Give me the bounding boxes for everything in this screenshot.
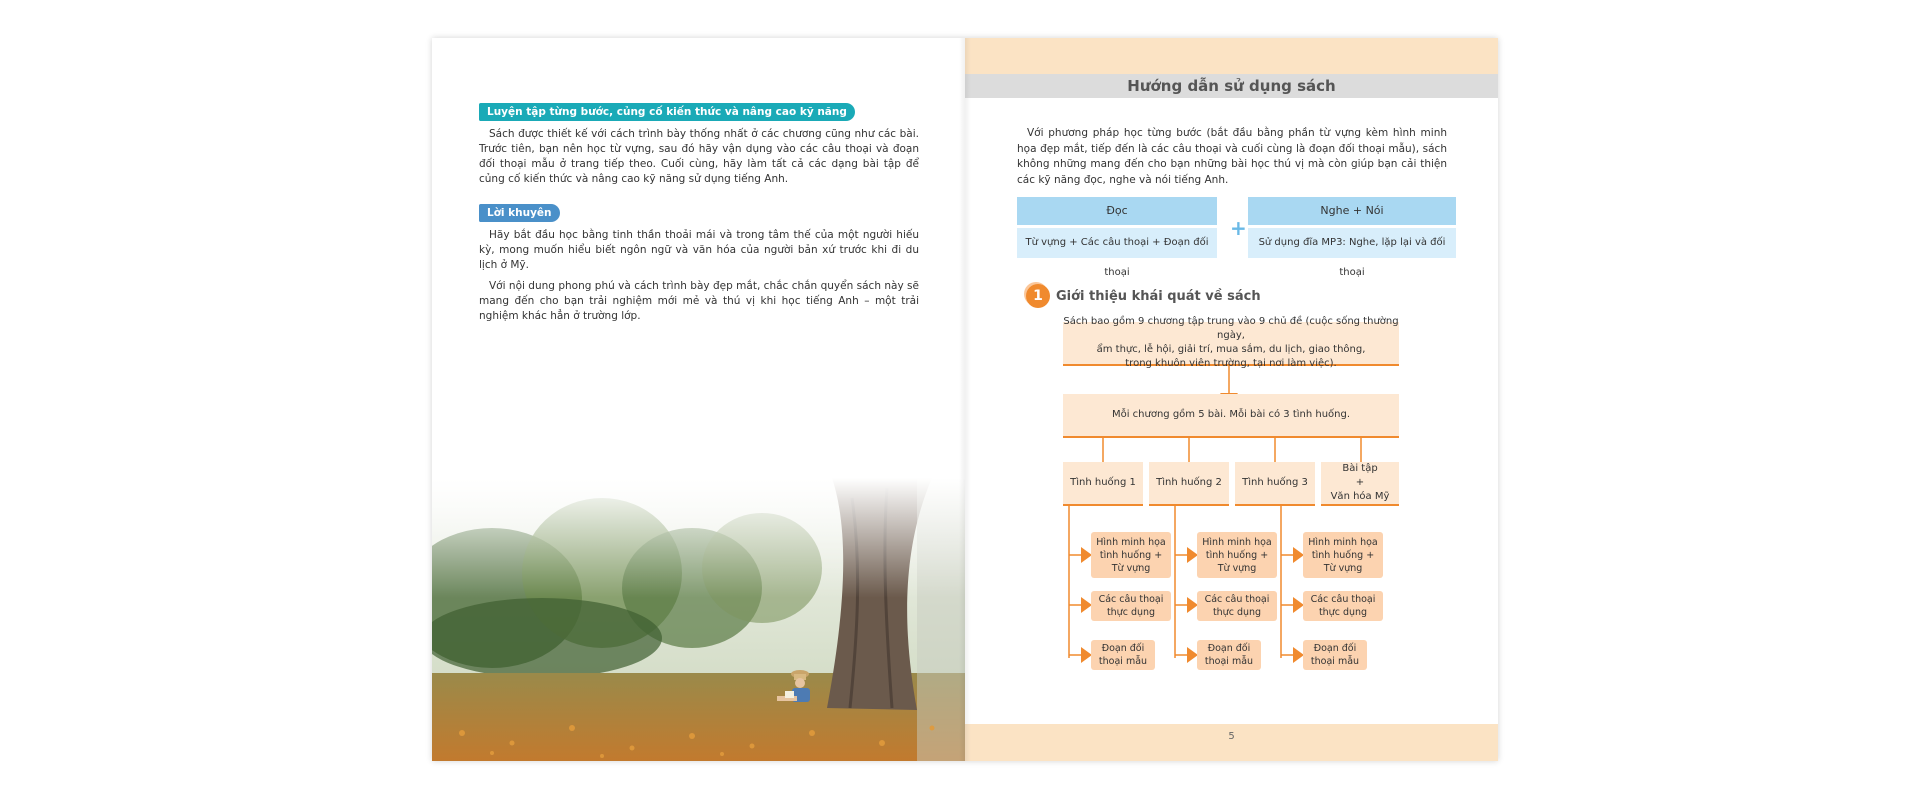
sub-item-phrases-line-1: Các câu thoại <box>1204 594 1270 605</box>
section-advice-text-1: Hãy bắt đầu học bằng tinh thần thoải mái và trong tâm thế của một người hiếu kỳ, mong muốn hiểu biết ngôn ngữ và văn hóa của người bản xứ trước khi đi du lịch ở Mỹ. <box>479 229 919 271</box>
section-tag-practice: Luyện tập từng bước, củng cố kiến thức và nâng cao kỹ năng <box>479 103 855 121</box>
sub-item-illustration-line-1: Hình minh họa <box>1096 536 1166 548</box>
sub-item-dialogue-line-2: thoại mẫu <box>1204 656 1254 667</box>
section-advice-text-2: Với nội dung phong phú và cách trình bày đẹp mắt, chắc chắn quyển sách này sẽ mang đến cho bạn trải nghiệm mới mẻ và thú vị khi học tiếng Anh – một trải nghiệm khác hẳn ở trường lớp. <box>479 280 919 322</box>
sub-item-illustration <box>1303 532 1383 578</box>
footer-band <box>965 724 1498 761</box>
sub-item-phrases <box>1091 591 1171 621</box>
park-reading-photo <box>432 478 965 761</box>
sub-item-phrases-line-1: Các câu thoại <box>1098 594 1164 605</box>
exercise-line-3: Văn hóa Mỹ <box>1330 491 1390 502</box>
book-gutter <box>959 38 971 761</box>
section-practice-text: Sách được thiết kế với cách trình bày thống nhất ở các chương cũng như các bài. Trước tiên, bạn nên học từ vựng, sau đó hãy vận dụng vào các câu thoại và đoạn đối thoại mẫu ở trang tiếp theo. Cuối cùng, hãy làm tất cả các dạng bài tập để củng cố kiến thức và nâng cao kỹ năng sử dụng tiếng Anh. <box>479 128 919 185</box>
skill-box-reading-body: Từ vựng + Các câu thoại + Đoạn đối thoại <box>1017 228 1217 258</box>
sub-item-illustration <box>1091 532 1171 578</box>
sub-item-phrases-line-2: thực dụng <box>1212 607 1262 618</box>
sub-item-dialogue <box>1091 640 1155 670</box>
flow-overview-line-3: trong khuôn viên trường, tại nơi làm việc). <box>1125 358 1337 369</box>
left-page <box>432 38 965 761</box>
section-practice <box>479 100 919 187</box>
book-spread <box>432 38 1498 761</box>
sub-item-illustration <box>1197 532 1277 578</box>
section-number-badge: 1 <box>1026 284 1050 308</box>
sub-item-dialogue-line-2: thoại mẫu <box>1098 656 1148 667</box>
exercise-line-2: + <box>1355 477 1365 488</box>
flow-overview-line-2: ẩm thực, lễ hội, giải trí, mua sắm, du lịch, giao thông, <box>1096 344 1366 355</box>
sub-item-phrases <box>1303 591 1383 621</box>
sub-item-dialogue <box>1197 640 1261 670</box>
situation-box-3: Tình huống 3 <box>1235 462 1315 506</box>
sub-item-illustration-line-1: Hình minh họa <box>1308 536 1378 548</box>
sub-item-illustration-line-2: tình huống + <box>1311 549 1375 561</box>
photo-fade <box>432 478 965 598</box>
skill-box-listening-head: Nghe + Nói <box>1248 197 1456 225</box>
sub-item-dialogue-line-1: Đoạn đối <box>1207 643 1251 654</box>
sub-item-illustration-line-2: tình huống + <box>1099 549 1163 561</box>
right-page <box>965 38 1498 761</box>
sub-item-phrases <box>1197 591 1277 621</box>
sub-item-phrases-line-2: thực dụng <box>1106 607 1156 618</box>
page-title: Hướng dẫn sử dụng sách <box>965 74 1498 98</box>
exercise-line-1: Bài tập <box>1342 463 1378 474</box>
sub-item-dialogue <box>1303 640 1367 670</box>
skill-box-reading-head: Đọc <box>1017 197 1217 225</box>
sub-item-illustration-line-3: Từ vựng <box>1217 562 1257 574</box>
flow-chapter-box: Mỗi chương gồm 5 bài. Mỗi bài có 3 tình huống. <box>1063 394 1399 438</box>
plus-sign: + <box>1230 216 1247 240</box>
section-tag-advice: Lời khuyên <box>479 204 560 222</box>
sub-item-illustration-line-3: Từ vựng <box>1323 562 1363 574</box>
sub-item-phrases-line-1: Các câu thoại <box>1310 594 1376 605</box>
sub-item-illustration-line-1: Hình minh họa <box>1202 536 1272 548</box>
sub-item-illustration-line-2: tình huống + <box>1205 549 1269 561</box>
section-advice <box>479 201 919 324</box>
sub-item-dialogue-line-1: Đoạn đối <box>1101 643 1145 654</box>
sub-item-dialogue-line-1: Đoạn đối <box>1313 643 1357 654</box>
page-number: 5 <box>1228 731 1235 742</box>
situation-box-1: Tình huống 1 <box>1063 462 1143 506</box>
sub-item-phrases-line-2: thực dụng <box>1318 607 1368 618</box>
section-title: Giới thiệu khái quát về sách <box>1056 289 1261 304</box>
intro-paragraph: Với phương pháp học từng bước (bắt đầu bằng phần từ vựng kèm hình minh họa đẹp mắt, tiếp đến là các câu thoại và cuối cùng là đoạn đối thoại mẫu), sách không những mang đến cho bạn những bài học thú vị mà còn giúp bạn cải thiện các kỹ năng đọc, nghe và nói tiếng Anh. <box>1017 127 1447 186</box>
sub-item-dialogue-line-2: thoại mẫu <box>1310 656 1360 667</box>
flow-overview-line-1: Sách bao gồm 9 chương tập trung vào 9 chủ đề (cuộc sống thường ngày, <box>1063 316 1399 341</box>
situation-box-2: Tình huống 2 <box>1149 462 1229 506</box>
skill-box-listening-body: Sử dụng đĩa MP3: Nghe, lặp lại và đối thoại <box>1248 228 1456 258</box>
sub-item-illustration-line-3: Từ vựng <box>1111 562 1151 574</box>
flow-overview-box <box>1063 316 1399 369</box>
exercise-culture-box <box>1321 462 1399 506</box>
